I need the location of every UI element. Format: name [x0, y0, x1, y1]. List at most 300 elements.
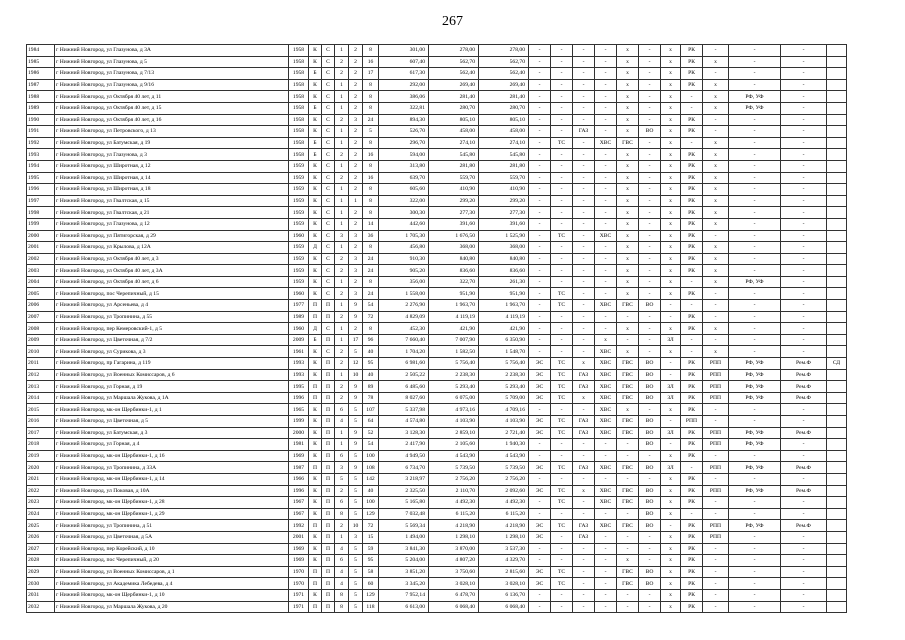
- table-cell: -: [551, 218, 573, 230]
- table-cell: 559,70: [429, 172, 479, 184]
- table-cell: х: [617, 79, 639, 91]
- table-cell: -: [639, 323, 661, 335]
- table-cell: -: [639, 91, 661, 103]
- table-cell: -: [729, 543, 781, 555]
- table-cell: 2: [335, 253, 349, 265]
- table-cell: х: [703, 56, 729, 68]
- table-cell: -: [573, 172, 595, 184]
- row-number-cell: 1994: [27, 160, 55, 172]
- table-cell: РК: [681, 149, 703, 161]
- table-cell: [827, 311, 847, 323]
- row-number-cell: 2016: [27, 416, 55, 428]
- table-cell: 5 204,00: [379, 555, 429, 567]
- table-cell: [827, 68, 847, 80]
- table-cell: РК: [681, 68, 703, 80]
- table-cell: 2: [349, 79, 363, 91]
- row-number-cell: 1991: [27, 126, 55, 138]
- table-cell: 1959: [289, 218, 309, 230]
- table-cell: х: [703, 184, 729, 196]
- table-cell: П: [309, 300, 322, 312]
- table-cell: 639,70: [379, 172, 429, 184]
- table-cell: РФ, УФ: [729, 462, 781, 474]
- table-cell: х: [617, 68, 639, 80]
- table-cell: х: [703, 91, 729, 103]
- address-cell: г Нижний Новгород, ул Гвалтская, д 21: [55, 207, 289, 219]
- table-cell: ХВС: [595, 137, 617, 149]
- table-row: [27, 392, 847, 404]
- table-cell: х: [661, 404, 681, 416]
- table-cell: 2: [335, 520, 349, 532]
- table-cell: К: [309, 265, 322, 277]
- table-cell: 386,06: [379, 91, 429, 103]
- table-cell: П: [322, 543, 335, 555]
- table-cell: ТС: [551, 520, 573, 532]
- table-cell: 456,80: [379, 242, 429, 254]
- table-cell: К: [309, 126, 322, 138]
- address-cell: г Нижний Новгород, мк-он Щербинки-1, д 14: [55, 473, 289, 485]
- table-cell: 2: [349, 102, 363, 114]
- table-cell: ВО: [639, 392, 661, 404]
- table-cell: [827, 427, 847, 439]
- table-cell: П: [322, 578, 335, 590]
- table-cell: 2: [349, 137, 363, 149]
- table-cell: х: [661, 485, 681, 497]
- table-cell: -: [781, 543, 827, 555]
- table-cell: РК: [681, 485, 703, 497]
- address-cell: г Нижний Новгород, ул Широтная, д 12: [55, 160, 289, 172]
- table-cell: П: [309, 392, 322, 404]
- table-cell: 3: [349, 253, 363, 265]
- table-cell: -: [781, 589, 827, 601]
- row-number-cell: 2001: [27, 242, 55, 254]
- table-cell: -: [529, 334, 551, 346]
- table-cell: РПП: [703, 485, 729, 497]
- address-cell: г Нижний Новгород, пер Кемеровский-1, д 5: [55, 323, 289, 335]
- table-cell: -: [781, 346, 827, 358]
- table-cell: х: [573, 485, 595, 497]
- housing-register-table: [26, 44, 847, 613]
- row-number-cell: 2014: [27, 392, 55, 404]
- table-cell: 894,30: [379, 114, 429, 126]
- table-row: [27, 334, 847, 346]
- table-cell: К: [309, 91, 322, 103]
- table-cell: 1961: [289, 346, 309, 358]
- table-cell: [827, 126, 847, 138]
- table-cell: 3: [349, 114, 363, 126]
- table-cell: 2 325,50: [379, 485, 429, 497]
- table-row: [27, 79, 847, 91]
- table-cell: -: [595, 184, 617, 196]
- table-cell: х: [617, 195, 639, 207]
- table-cell: ГВС: [617, 369, 639, 381]
- table-cell: 5: [335, 473, 349, 485]
- table-row: [27, 160, 847, 172]
- table-cell: К: [309, 114, 322, 126]
- table-cell: 8: [335, 601, 349, 613]
- table-cell: РК: [681, 520, 703, 532]
- table-cell: -: [573, 56, 595, 68]
- table-cell: РПП: [703, 392, 729, 404]
- table-cell: -: [639, 601, 661, 613]
- table-cell: 2: [335, 381, 349, 393]
- table-cell: 2 417,90: [379, 439, 429, 451]
- table-cell: 1993: [289, 358, 309, 370]
- table-cell: К: [309, 276, 322, 288]
- table-row: [27, 126, 847, 138]
- table-cell: х: [617, 172, 639, 184]
- table-cell: х: [573, 358, 595, 370]
- table-cell: -: [703, 450, 729, 462]
- table-cell: РФ, УФ: [729, 520, 781, 532]
- table-cell: -: [551, 114, 573, 126]
- table-cell: -: [781, 601, 827, 613]
- table-cell: х: [661, 218, 681, 230]
- table-cell: ГВС: [617, 520, 639, 532]
- table-cell: -: [551, 473, 573, 485]
- table-cell: 3: [335, 462, 349, 474]
- address-cell: г Нижний Новгород, мк-он Щербинки-1, д 29: [55, 508, 289, 520]
- table-cell: 5 569,34: [379, 520, 429, 532]
- table-cell: ХВС: [595, 381, 617, 393]
- address-cell: г Нижний Новгород, пос Черепичный, д 15: [55, 288, 289, 300]
- table-cell: х: [661, 207, 681, 219]
- table-cell: 4 492,30: [479, 497, 529, 509]
- table-cell: 142: [363, 473, 379, 485]
- table-cell: -: [781, 184, 827, 196]
- table-cell: х: [661, 578, 681, 590]
- table-cell: 4 543,90: [429, 450, 479, 462]
- table-row: [27, 265, 847, 277]
- table-cell: ВО: [639, 358, 661, 370]
- table-cell: 4 492,30: [429, 497, 479, 509]
- table-cell: К: [309, 160, 322, 172]
- row-number-cell: 2011: [27, 358, 55, 370]
- table-cell: -: [551, 346, 573, 358]
- table-cell: Б: [309, 137, 322, 149]
- table-cell: -: [573, 334, 595, 346]
- address-cell: г Нижний Новгород, ул Глазунова, д 7/13: [55, 68, 289, 80]
- table-cell: х: [617, 160, 639, 172]
- table-cell: -: [729, 555, 781, 567]
- table-cell: К: [309, 288, 322, 300]
- table-cell: 1 963,70: [479, 300, 529, 312]
- row-number-cell: 2000: [27, 230, 55, 242]
- table-cell: [827, 160, 847, 172]
- table-cell: 277,30: [429, 207, 479, 219]
- table-cell: -: [781, 195, 827, 207]
- table-cell: ГАЗ: [573, 381, 595, 393]
- table-cell: -: [661, 416, 681, 428]
- table-cell: ГВС: [617, 300, 639, 312]
- address-cell: г Нижний Новгород, ул Академика Лебедева, д 4: [55, 578, 289, 590]
- table-cell: -: [617, 450, 639, 462]
- table-cell: 452,30: [379, 323, 429, 335]
- table-cell: 5 337,98: [379, 404, 429, 416]
- row-number-cell: 1989: [27, 102, 55, 114]
- table-cell: 562,40: [429, 68, 479, 80]
- table-cell: 2 105,60: [429, 439, 479, 451]
- table-cell: Д: [309, 242, 322, 254]
- table-cell: -: [639, 473, 661, 485]
- table-cell: 5 739,50: [429, 462, 479, 474]
- table-cell: РК: [681, 230, 703, 242]
- table-cell: -: [573, 265, 595, 277]
- table-cell: 8: [363, 323, 379, 335]
- table-cell: С: [322, 137, 335, 149]
- table-cell: -: [781, 404, 827, 416]
- table-cell: -: [529, 218, 551, 230]
- table-cell: -: [551, 334, 573, 346]
- table-cell: х: [617, 102, 639, 114]
- table-cell: 1: [335, 369, 349, 381]
- table-cell: -: [617, 439, 639, 451]
- table-cell: -: [639, 265, 661, 277]
- table-cell: -: [573, 439, 595, 451]
- table-cell: -: [529, 160, 551, 172]
- table-cell: 1: [335, 439, 349, 451]
- table-cell: х: [703, 102, 729, 114]
- table-cell: П: [322, 531, 335, 543]
- table-cell: -: [617, 543, 639, 555]
- table-cell: РК: [681, 381, 703, 393]
- table-cell: 905,20: [379, 265, 429, 277]
- table-cell: -: [703, 601, 729, 613]
- table-cell: 1 494,00: [379, 531, 429, 543]
- table-cell: ГАЗ: [573, 416, 595, 428]
- table-cell: 54: [363, 300, 379, 312]
- table-cell: -: [551, 195, 573, 207]
- table-cell: х: [617, 242, 639, 254]
- table-cell: -: [617, 589, 639, 601]
- table-cell: 12: [349, 358, 363, 370]
- table-cell: Рем.Ф: [781, 392, 827, 404]
- table-cell: 1958: [289, 114, 309, 126]
- table-cell: Рем.Ф: [781, 520, 827, 532]
- table-cell: -: [729, 473, 781, 485]
- table-cell: 9: [349, 462, 363, 474]
- address-cell: г Нижний Новгород, ул Гвалтская, д 15: [55, 195, 289, 207]
- table-cell: -: [781, 207, 827, 219]
- table-cell: 1971: [289, 589, 309, 601]
- table-cell: 16: [363, 149, 379, 161]
- table-cell: -: [681, 276, 703, 288]
- table-cell: [827, 334, 847, 346]
- table-cell: -: [729, 149, 781, 161]
- table-cell: -: [529, 68, 551, 80]
- table-cell: 1: [335, 531, 349, 543]
- table-cell: -: [681, 346, 703, 358]
- table-cell: 2: [335, 358, 349, 370]
- table-cell: РК: [681, 184, 703, 196]
- row-number-cell: 1990: [27, 114, 55, 126]
- table-cell: П: [322, 485, 335, 497]
- table-cell: 2: [349, 149, 363, 161]
- row-number-cell: 2007: [27, 311, 55, 323]
- table-cell: [827, 520, 847, 532]
- table-cell: -: [595, 207, 617, 219]
- table-cell: -: [595, 311, 617, 323]
- table-cell: 8: [363, 45, 379, 57]
- table-cell: РК: [681, 566, 703, 578]
- table-cell: ТС: [551, 485, 573, 497]
- table-cell: ХВС: [595, 462, 617, 474]
- table-cell: ТС: [551, 462, 573, 474]
- table-cell: ТС: [551, 566, 573, 578]
- table-cell: -: [529, 265, 551, 277]
- table-cell: 9: [349, 311, 363, 323]
- table-cell: -: [703, 288, 729, 300]
- table-cell: РК: [681, 126, 703, 138]
- table-cell: [827, 172, 847, 184]
- table-cell: -: [551, 450, 573, 462]
- table-cell: С: [322, 230, 335, 242]
- row-number-cell: 1997: [27, 195, 55, 207]
- table-cell: РФ, УФ: [729, 485, 781, 497]
- table-cell: ГВС: [617, 427, 639, 439]
- table-cell: -: [529, 91, 551, 103]
- table-row: [27, 114, 847, 126]
- table-cell: -: [703, 416, 729, 428]
- table-cell: ТС: [551, 230, 573, 242]
- table-cell: С: [322, 45, 335, 57]
- table-cell: -: [703, 473, 729, 485]
- table-cell: -: [729, 207, 781, 219]
- address-cell: г Нижний Новгород, ул Крылова, д 12А: [55, 242, 289, 254]
- table-cell: -: [551, 126, 573, 138]
- table-cell: 1: [335, 195, 349, 207]
- table-cell: 1: [335, 79, 349, 91]
- table-cell: 2: [335, 265, 349, 277]
- table-cell: 301,00: [379, 45, 429, 57]
- table-cell: -: [781, 126, 827, 138]
- table-cell: 5: [349, 589, 363, 601]
- table-cell: -: [573, 79, 595, 91]
- address-cell: г Нижний Новгород, ул Тропинина, д 55: [55, 311, 289, 323]
- table-cell: ЗЛ: [661, 334, 681, 346]
- table-cell: -: [729, 508, 781, 520]
- table-cell: РК: [681, 207, 703, 219]
- table-cell: РК: [681, 56, 703, 68]
- table-cell: -: [781, 56, 827, 68]
- table-cell: К: [309, 79, 322, 91]
- table-row: [27, 531, 847, 543]
- table-cell: 4 543,90: [479, 450, 529, 462]
- address-cell: г Нижний Новгород, ул Глазунова, д 12: [55, 218, 289, 230]
- table-cell: 1970: [289, 578, 309, 590]
- table-cell: 108: [363, 462, 379, 474]
- table-row: [27, 300, 847, 312]
- row-number-cell: 2021: [27, 473, 55, 485]
- table-cell: П: [322, 520, 335, 532]
- table-cell: -: [595, 578, 617, 590]
- row-number-cell: 1995: [27, 172, 55, 184]
- table-cell: -: [551, 91, 573, 103]
- table-row: [27, 288, 847, 300]
- table-cell: 1958: [289, 91, 309, 103]
- table-cell: 4 218,90: [429, 520, 479, 532]
- table-cell: 40: [363, 485, 379, 497]
- row-number-cell: 2025: [27, 520, 55, 532]
- table-cell: К: [309, 218, 322, 230]
- table-cell: -: [529, 184, 551, 196]
- table-cell: 129: [363, 589, 379, 601]
- table-cell: х: [703, 160, 729, 172]
- table-row: [27, 601, 847, 613]
- table-cell: 1: [335, 323, 349, 335]
- table-cell: 1969: [289, 450, 309, 462]
- table-cell: х: [617, 230, 639, 242]
- address-cell: г Нижний Новгород, ул Октября 40 лет, д 3А: [55, 265, 289, 277]
- table-cell: 1 558,00: [379, 288, 429, 300]
- table-cell: ЭС: [529, 392, 551, 404]
- table-cell: 1: [335, 207, 349, 219]
- table-cell: ЭС: [529, 566, 551, 578]
- table-cell: П: [322, 311, 335, 323]
- table-cell: 1: [335, 45, 349, 57]
- address-cell: г Нижний Новгород, ул Сурикова, д 3: [55, 346, 289, 358]
- table-row: [27, 416, 847, 428]
- table-cell: 2: [335, 485, 349, 497]
- table-cell: -: [529, 323, 551, 335]
- table-cell: К: [309, 497, 322, 509]
- table-cell: [827, 508, 847, 520]
- table-cell: -: [595, 276, 617, 288]
- table-cell: -: [551, 439, 573, 451]
- table-cell: [827, 497, 847, 509]
- table-cell: П: [322, 369, 335, 381]
- table-cell: 4 973,16: [429, 404, 479, 416]
- table-cell: -: [661, 369, 681, 381]
- table-cell: 5 709,00: [479, 392, 529, 404]
- table-row: [27, 253, 847, 265]
- table-row: [27, 45, 847, 57]
- table-cell: 1 676,50: [429, 230, 479, 242]
- table-cell: РФ, УФ: [729, 276, 781, 288]
- table-cell: П: [322, 381, 335, 393]
- table-cell: -: [529, 195, 551, 207]
- table-cell: -: [729, 497, 781, 509]
- table-cell: 6: [335, 450, 349, 462]
- table-cell: -: [595, 555, 617, 567]
- table-cell: -: [639, 149, 661, 161]
- table-cell: 2: [349, 56, 363, 68]
- table-cell: [827, 79, 847, 91]
- table-cell: ТС: [551, 416, 573, 428]
- table-cell: -: [729, 578, 781, 590]
- table-cell: 458,00: [429, 126, 479, 138]
- table-cell: х: [661, 543, 681, 555]
- table-cell: ГВС: [617, 381, 639, 393]
- table-cell: -: [551, 323, 573, 335]
- table-cell: -: [781, 253, 827, 265]
- table-cell: х: [661, 531, 681, 543]
- table-cell: х: [661, 102, 681, 114]
- table-cell: ХВС: [595, 404, 617, 416]
- table-cell: ВО: [639, 369, 661, 381]
- table-cell: РК: [681, 172, 703, 184]
- table-cell: х: [661, 288, 681, 300]
- table-cell: х: [617, 207, 639, 219]
- row-number-cell: 2004: [27, 276, 55, 288]
- table-cell: -: [729, 416, 781, 428]
- table-cell: Б: [309, 102, 322, 114]
- table-cell: 3 218,97: [379, 473, 429, 485]
- address-cell: г Нижний Новгород, мк-он Щербинки-1, д 1: [55, 404, 289, 416]
- address-cell: г Нижний Новгород, ул Арсеньева, д 4: [55, 300, 289, 312]
- row-number-cell: 1998: [27, 207, 55, 219]
- table-cell: 5: [349, 508, 363, 520]
- table-cell: -: [781, 172, 827, 184]
